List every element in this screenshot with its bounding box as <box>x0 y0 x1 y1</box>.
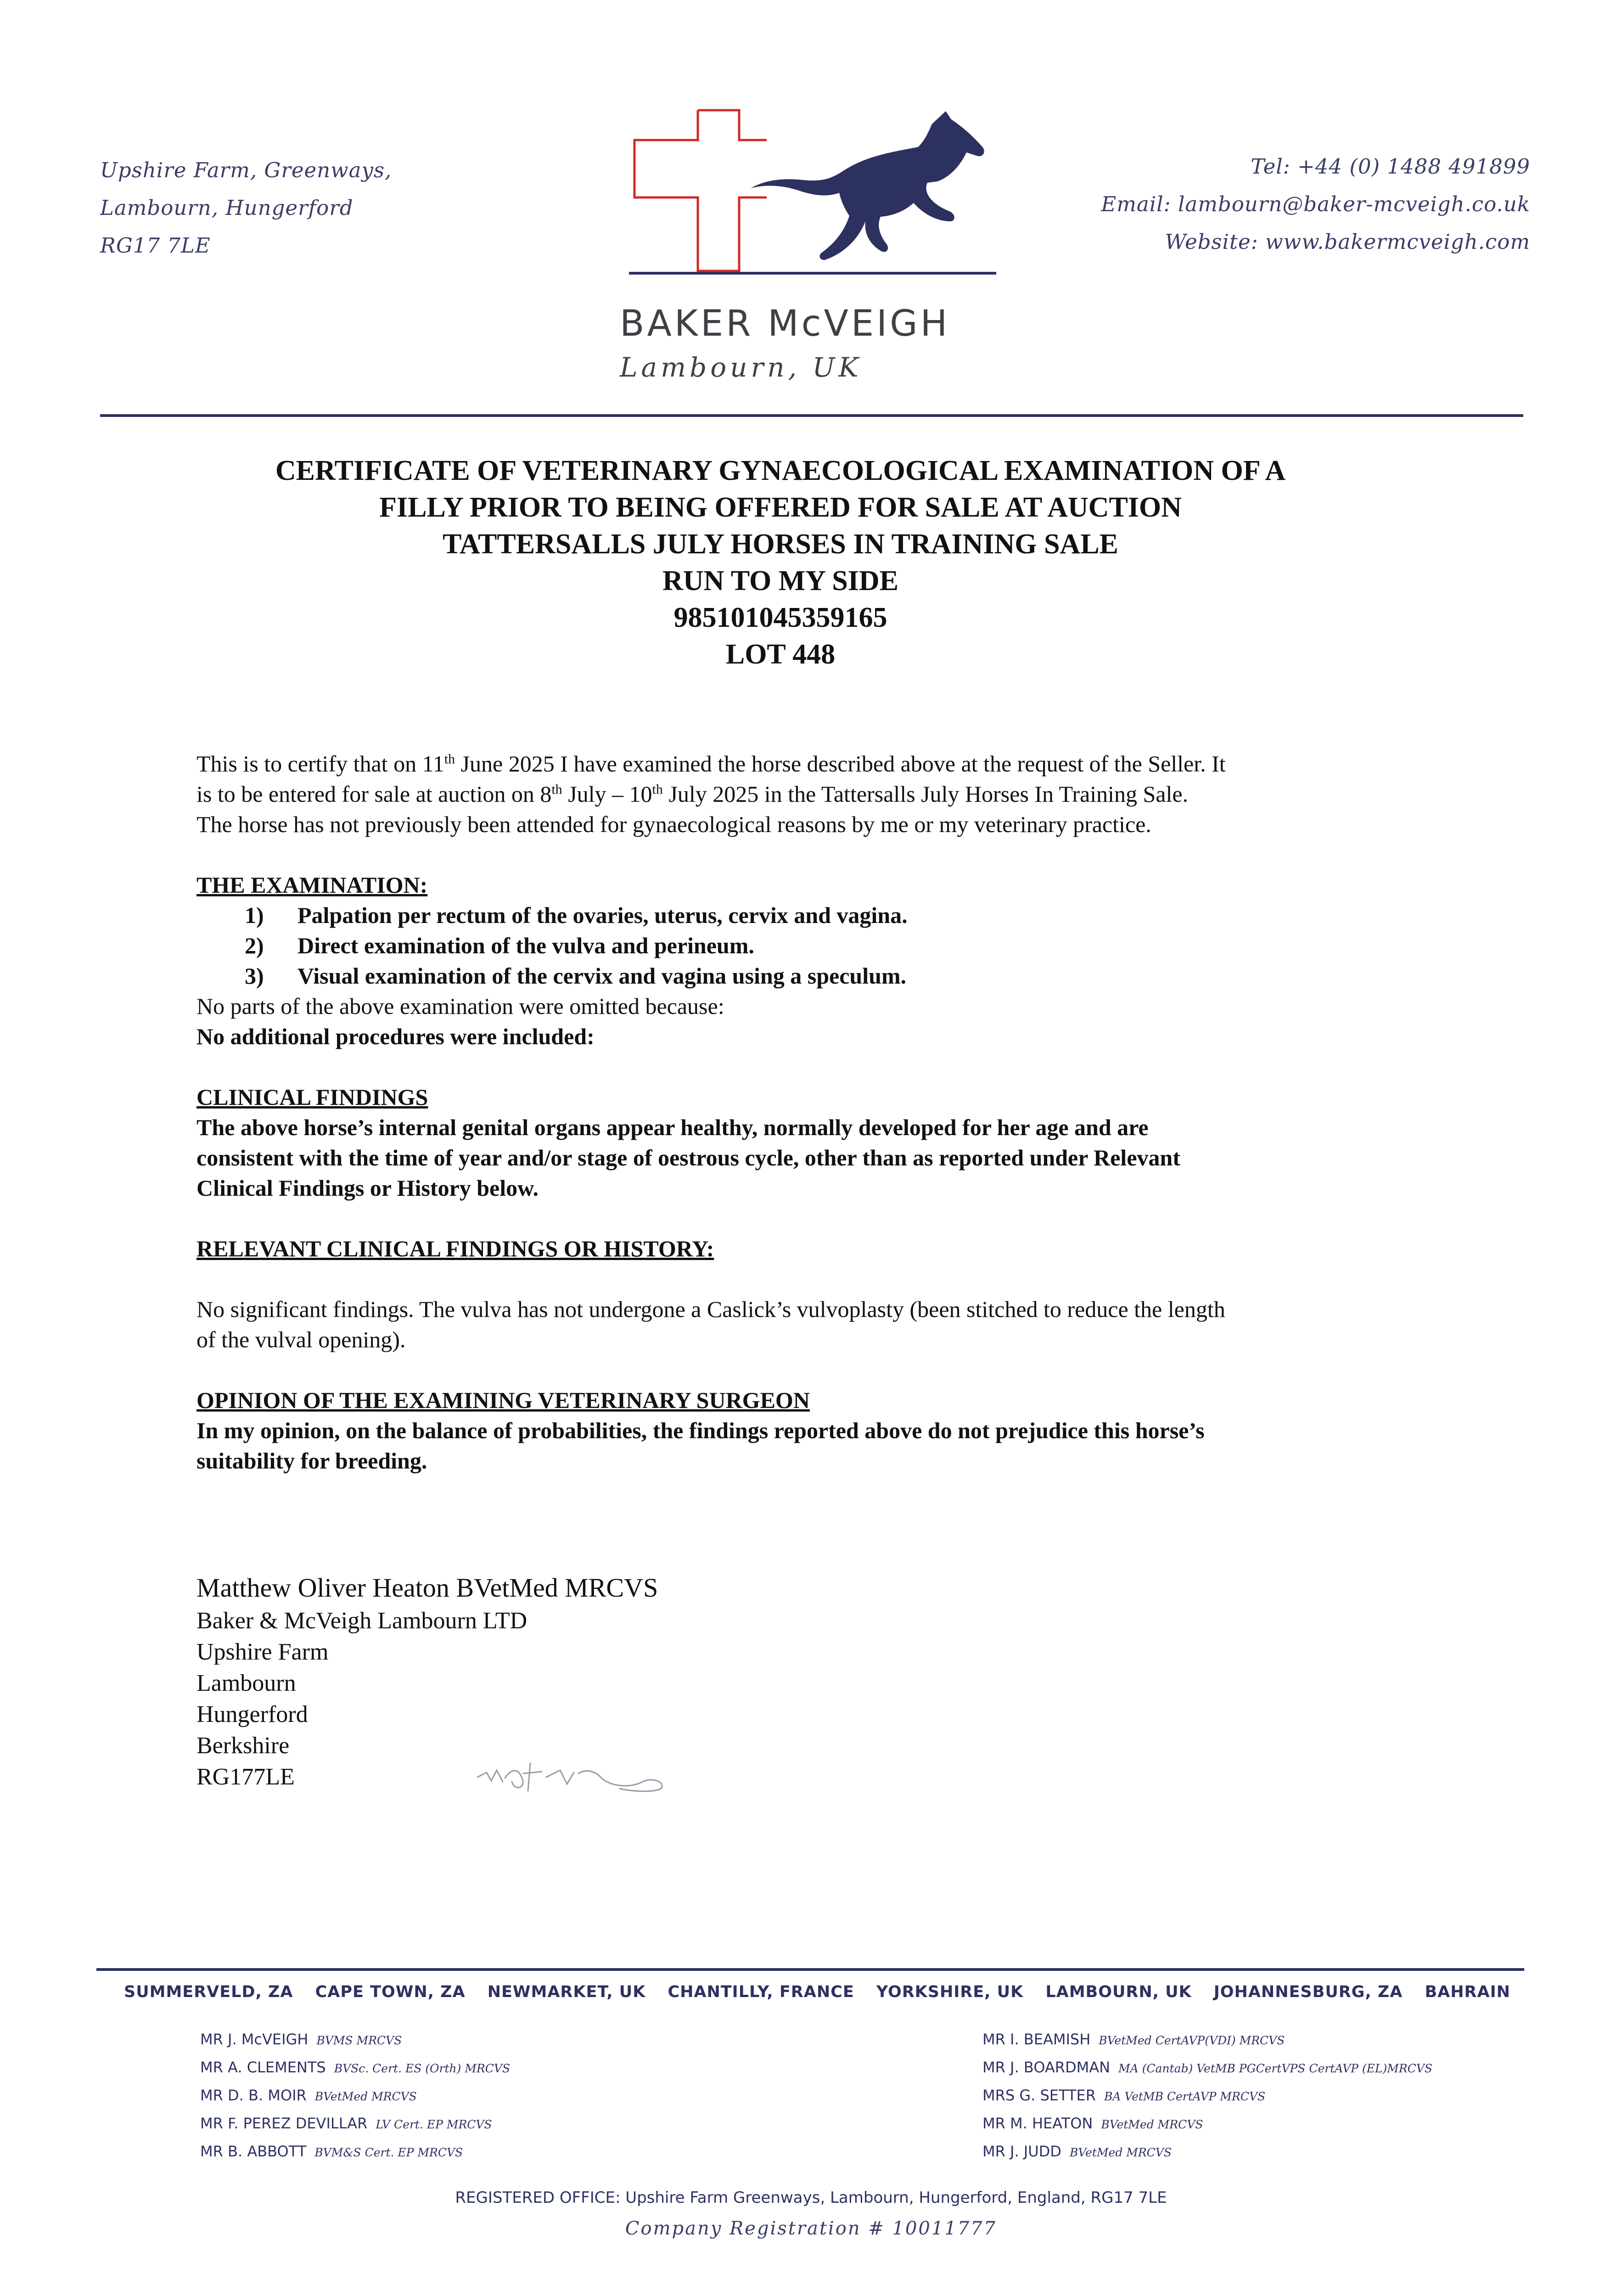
signatory-line: Baker & McVeigh Lambourn LTD <box>196 1608 528 1634</box>
clinical-text: The above horse’s internal genital organs appear healthy, normally developed for her age and are consistent with the time of year and/or stage of oestrous cycle, other than as reported under Relevant Clinical Findings or History below. <box>196 1114 1180 1201</box>
vet-entry: MR D. B. MOIR BVetMed MRCVS <box>200 2087 417 2104</box>
opinion-text: In my opinion, on the balance of probabilities, the findings reported above do not prejudice this horse’s suitability for breeding. <box>196 1418 1205 1474</box>
office-item: SUMMERVELD, ZA <box>124 1983 293 2001</box>
office-item: CHANTILLY, FRANCE <box>668 1983 854 2001</box>
intro-paragraph: This is to certify that on 11th June 2025 I have examined the horse described above at the request of the Seller. It is to be entered for sale at auction on 8th July – 10th July 2025 in the Tattersalls July Horses In Training Sale. The horse has not previously been attended for gynaecological reasons by me or my veterinary practice. <box>196 751 1226 837</box>
galloping-horse-icon <box>751 111 984 260</box>
contact-phone: Tel: +44 (0) 1488 491899 <box>1251 154 1530 179</box>
office-item: BAHRAIN <box>1425 1983 1510 2001</box>
certificate-title <box>138 452 1423 673</box>
office-item: JOHANNESBURG, ZA <box>1213 1983 1403 2001</box>
office-item: CAPE TOWN, ZA <box>315 1983 466 2001</box>
vet-entry: MR F. PEREZ DEVILLAR LV Cert. EP MRCVS <box>200 2115 492 2132</box>
office-item: LAMBOURN, UK <box>1045 1983 1192 2001</box>
header-divider <box>100 414 1523 417</box>
contact-website: Website: www.bakermcveigh.com <box>1165 230 1530 254</box>
office-item: NEWMARKET, UK <box>487 1983 646 2001</box>
title-line: CERTIFICATE OF VETERINARY GYNAECOLOGICAL EXAMINATION OF A <box>275 455 1286 486</box>
signatory-line: RG177LE <box>196 1764 295 1790</box>
horse-name: RUN TO MY SIDE <box>662 565 898 597</box>
relevant-heading: RELEVANT CLINICAL FINDINGS OR HISTORY: <box>196 1236 714 1261</box>
vets-list-left <box>200 2026 510 2166</box>
handwritten-signature <box>468 1745 725 1805</box>
baker-mcveigh-logo <box>629 101 996 308</box>
red-cross-icon <box>634 110 767 271</box>
contact-email: Email: lambourn@baker-mcveigh.co.uk <box>1101 192 1530 216</box>
microchip-number: 985101045359165 <box>673 602 887 633</box>
examination-list <box>196 900 1464 991</box>
office-locations <box>124 1983 1510 2001</box>
address-line: RG17 7LE <box>100 233 211 258</box>
vet-entry: MR J. McVEIGH BVMS MRCVS <box>200 2031 402 2048</box>
vet-entry: MR J. JUDD BVetMed MRCVS <box>982 2143 1172 2160</box>
opinion-heading: OPINION OF THE EXAMINING VETERINARY SURGEON <box>196 1387 810 1413</box>
vet-entry: MR I. BEAMISH BVetMed CertAVP(VDI) MRCVS <box>982 2031 1285 2048</box>
vet-entry: MR B. ABBOTT BVM&S Cert. EP MRCVS <box>200 2143 463 2160</box>
vet-entry: MR A. CLEMENTS BVSc. Cert. ES (Orth) MRCVS <box>200 2059 511 2076</box>
registered-office: REGISTERED OFFICE: Upshire Farm Greenways, Lambourn, Hungerford, England, RG17 7LE <box>455 2189 1167 2207</box>
header-contact <box>1101 148 1530 261</box>
omitted-statement: No parts of the above examination were omitted because: <box>196 993 724 1019</box>
brand-name: BAKER McVEIGH <box>620 303 950 344</box>
list-item: 3) Visual examination of the cervix and vagina using a speculum. <box>245 963 907 989</box>
vet-entry: MR J. BOARDMAN MA (Cantab) VetMB PGCertVPS CertAVP (EL)MRCVS <box>982 2059 1432 2076</box>
title-line: FILLY PRIOR TO BEING OFFERED FOR SALE AT AUCTION <box>379 492 1182 523</box>
vets-list-right <box>982 2026 1432 2166</box>
vet-entry: MRS G. SETTER BA VetMB CertAVP MRCVS <box>982 2087 1266 2104</box>
address-line: Lambourn, Hungerford <box>100 196 354 220</box>
footer-divider <box>96 1968 1524 1971</box>
vet-entry: MR M. HEATON BVetMed MRCVS <box>982 2115 1203 2132</box>
signatory-line: Hungerford <box>196 1701 308 1728</box>
signatory-line: Berkshire <box>196 1733 290 1759</box>
certificate-body <box>196 748 1464 1476</box>
brand-location: Lambourn, UK <box>620 352 862 383</box>
relevant-text: No significant findings. The vulva has not undergone a Caslick’s vulvoplasty (been stitched to reduce the length of the vulval opening). <box>196 1296 1225 1352</box>
company-registration: Company Registration # 10011777 <box>625 2218 997 2239</box>
clinical-heading: CLINICAL FINDINGS <box>196 1084 428 1110</box>
title-line: TATTERSALLS JULY HORSES IN TRAINING SALE <box>443 529 1118 560</box>
lot-number: LOT 448 <box>725 639 836 670</box>
additional-statement: No additional procedures were included: <box>196 1024 595 1049</box>
list-item: 2) Direct examination of the vulva and perineum. <box>245 933 754 958</box>
address-line: Upshire Farm, Greenways, <box>100 158 392 182</box>
list-item: 1) Palpation per rectum of the ovaries, uterus, cervix and vagina. <box>245 902 908 928</box>
header-address <box>100 152 392 264</box>
signatory-name: Matthew Oliver Heaton BVetMed MRCVS <box>196 1573 658 1603</box>
signatory-line: Lambourn <box>196 1670 296 1696</box>
signatory-line: Upshire Farm <box>196 1639 329 1665</box>
office-item: YORKSHIRE, UK <box>876 1983 1024 2001</box>
examination-heading: THE EXAMINATION: <box>196 872 428 898</box>
